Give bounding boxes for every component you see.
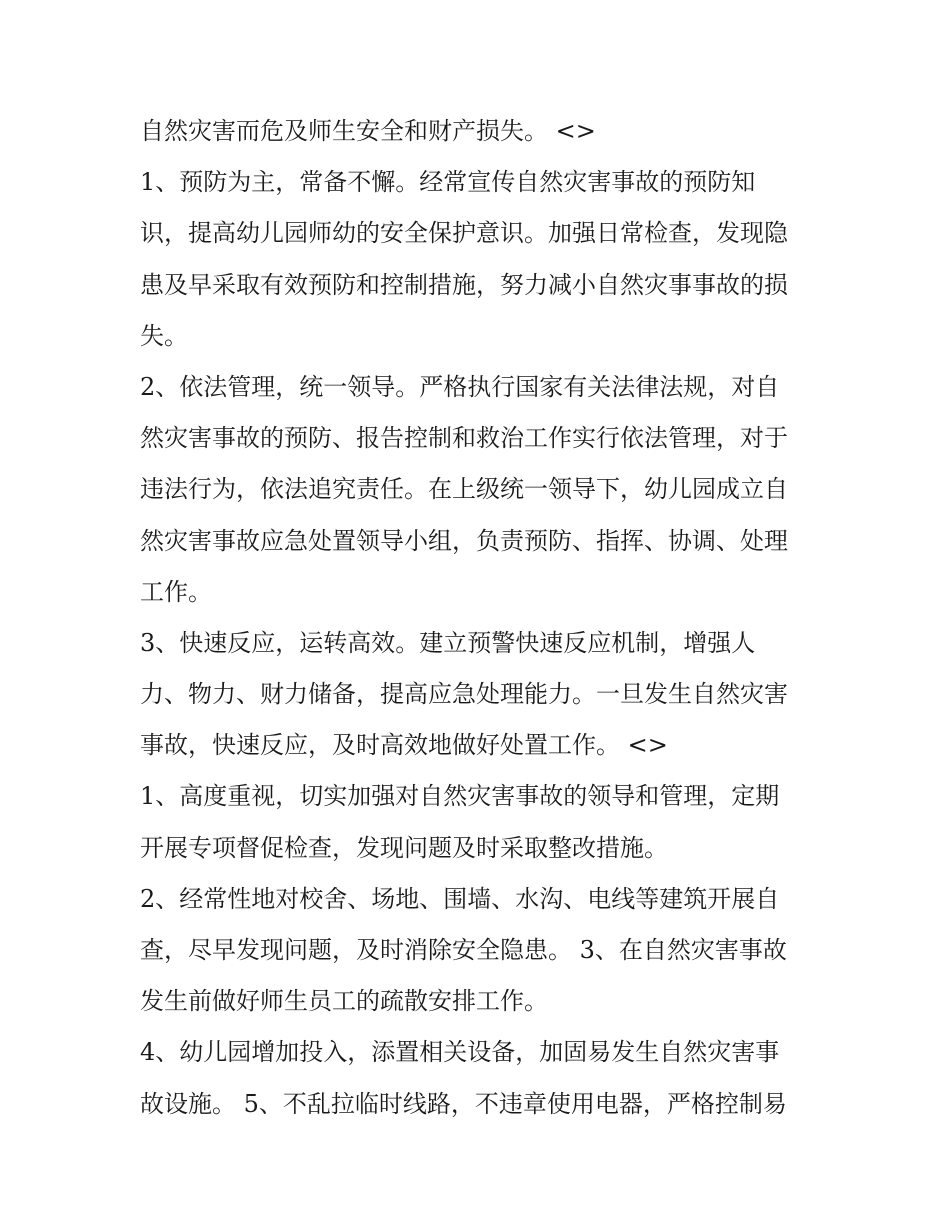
text-line: 1、预防为主，常备不懈。经常宣传自然灾害事故的预防知 — [140, 168, 756, 197]
text-line: 4、幼儿园增加投入，添置相关设备，加固易发生自然灾害事 — [140, 1038, 780, 1067]
text-line: 3、快速反应，运转高效。建立预警快速反应机制，增强人 — [140, 628, 756, 657]
text-line: 事故，快速反应，及时高效地做好处置工作。 <> — [140, 731, 668, 760]
text-line: 失。 — [140, 321, 188, 350]
text-line: 患及早采取有效预防和控制措施，努力减小自然灾事事故的损 — [140, 270, 788, 299]
text-line: 发生前做好师生员工的疏散安排工作。 — [140, 987, 548, 1016]
text-line: 开展专项督促检查，发现问题及时采取整改措施。 — [140, 833, 668, 862]
text-line: 识，提高幼儿园师幼的安全保护意识。加强日常检查，发现隐 — [140, 219, 788, 248]
text-line: 然灾害事故应急处置领导小组，负责预防、指挥、协调、处理 — [140, 526, 788, 555]
text-line: 然灾害事故的预防、报告控制和救治工作实行依法管理，对于 — [140, 424, 788, 453]
text-line: 1、高度重视，切实加强对自然灾害事故的领导和管理，定期 — [140, 782, 780, 811]
document-body — [140, 106, 830, 1130]
text-line: 2、依法管理，统一领导。严格执行国家有关法律法规，对自 — [140, 372, 780, 401]
text-line: 自然灾害而危及师生安全和财产损失。 <> — [140, 117, 596, 145]
text-line: 工作。 — [140, 577, 212, 606]
text-line: 2、经常性地对校舍、场地、围墙、水沟、电线等建筑开展自 — [140, 884, 780, 913]
text-line: 故设施。 5、不乱拉临时线路，不违章使用电器，严格控制易 — [140, 1089, 787, 1118]
text-line: 违法行为，依法追究责任。在上级统一领导下，幼儿园成立自 — [140, 475, 788, 504]
text-line: 查，尽早发现问题，及时消除安全隐患。 3、在自然灾害事故 — [140, 936, 787, 964]
text-line: 力、物力、财力储备，提高应急处理能力。一旦发生自然灾害 — [140, 680, 788, 709]
